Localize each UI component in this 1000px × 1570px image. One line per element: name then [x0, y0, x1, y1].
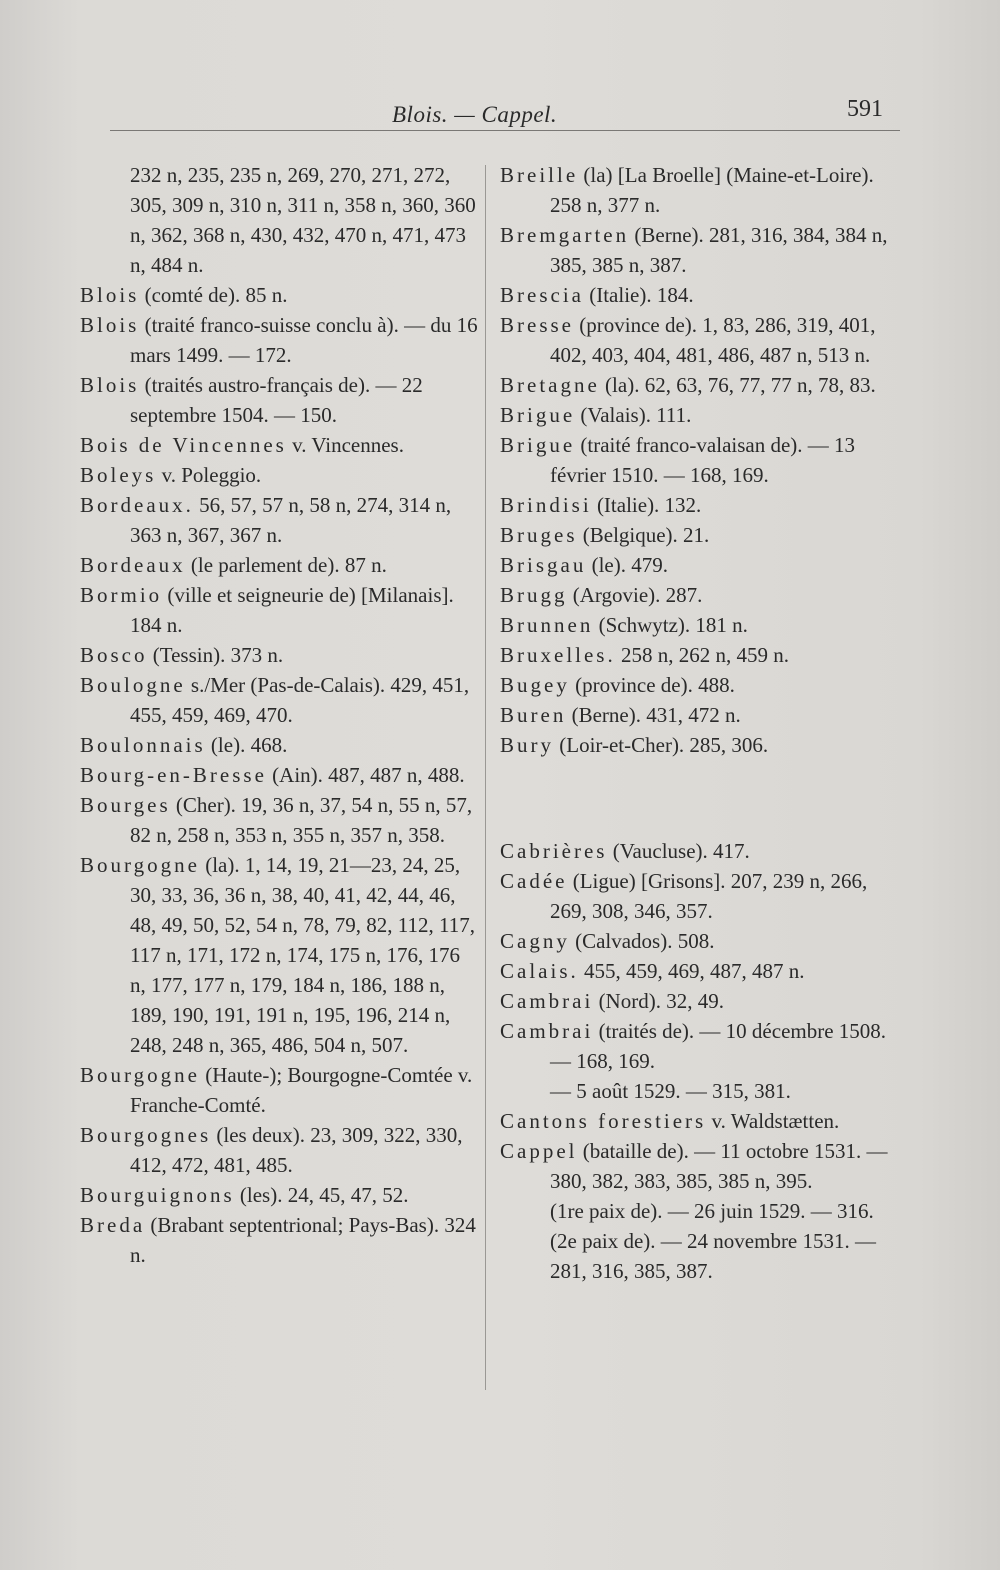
right-column-top — [500, 160, 900, 760]
entry-references: (province de). 1, 83, 286, 319, 401, 402, 403, 404, 481, 486, 487 n, 513 n. — [550, 313, 876, 367]
entry-references: (Cher). 19, 36 n, 37, 54 n, 55 n, 57, 82 n, 258 n, 353 n, 355 n, 357 n, 358. — [130, 793, 473, 847]
entry-references: (bataille de). — 11 octobre 1531. — 380, 382, 383, 385, 385 n, 395. — [550, 1139, 888, 1193]
index-entry — [500, 280, 900, 310]
entry-references: (Vaucluse). 417. — [607, 839, 750, 863]
entry-references: (traité franco-valaisan de). — 13 février 1510. — 168, 169. — [550, 433, 856, 487]
entry-headword: Bosco — [80, 643, 148, 667]
entry-references: (le). 468. — [205, 733, 288, 757]
entry-headword: Bruges — [500, 523, 578, 547]
header-rule — [110, 130, 900, 131]
entry-headword: Brigue — [500, 433, 576, 457]
entry-references: (Tessin). 373 n. — [147, 643, 284, 667]
entry-references: (le). 479. — [586, 553, 668, 577]
entry-headword: Brisgau — [500, 553, 587, 577]
index-entry — [500, 550, 900, 580]
entry-references: (Berne). 431, 472 n. — [566, 703, 741, 727]
index-entry — [500, 430, 900, 490]
entry-references: v. Waldstætten. — [706, 1109, 840, 1133]
page-number: 591 — [847, 96, 883, 122]
entry-references: (traité franco-suisse conclu à). — du 16 mars 1499. — 172. — [130, 313, 478, 367]
index-entry — [80, 670, 480, 730]
index-entry — [500, 370, 900, 400]
index-entry — [80, 640, 480, 670]
entry-headword: Calais. — [500, 959, 579, 983]
index-entry — [500, 220, 900, 280]
entry-headword: Bruxelles. — [500, 643, 616, 667]
entry-references: (province de). 488. — [569, 673, 735, 697]
entry-headword: Bremgarten — [500, 223, 630, 247]
entry-references: (traités de). — 10 décembre 1508. — 168, 169. — [550, 1019, 887, 1073]
entry-headword: Bretagne — [500, 373, 600, 397]
index-entry — [500, 1016, 900, 1076]
entry-headword: Blois — [80, 313, 140, 337]
index-entry — [500, 1196, 900, 1226]
entry-headword: Cabrières — [500, 839, 608, 863]
entry-headword: Bourguignons — [80, 1183, 235, 1207]
entry-headword: Bresse — [500, 313, 574, 337]
index-entry — [500, 836, 900, 866]
entry-headword: Breille — [500, 163, 579, 187]
entry-headword: Bourg-en-Bresse — [80, 763, 267, 787]
left-column — [80, 160, 480, 1270]
entry-references: v. Vincennes. — [286, 433, 404, 457]
column-divider — [485, 165, 486, 1390]
index-entry — [80, 850, 480, 1060]
entry-references: (Valais). 111. — [575, 403, 692, 427]
section-gap — [500, 760, 900, 836]
entry-references: (Italie). 184. — [583, 283, 694, 307]
index-entry — [500, 520, 900, 550]
index-entry — [500, 400, 900, 430]
entry-headword: Boulonnais — [80, 733, 206, 757]
entry-headword: Bordeaux. — [80, 493, 194, 517]
entry-headword: Bugey — [500, 673, 570, 697]
entry-headword: Brunnen — [500, 613, 594, 637]
entry-headword: Cappel — [500, 1139, 578, 1163]
index-entry — [500, 700, 900, 730]
index-entry — [80, 1120, 480, 1180]
entry-headword: Cadée — [500, 869, 568, 893]
entry-references: (2e paix de). — 24 novembre 1531. — 281, 316, 385, 387. — [550, 1229, 877, 1283]
entry-references: (traités austro-français de). — 22 septembre 1504. — 150. — [130, 373, 423, 427]
entry-headword: Blois — [80, 283, 140, 307]
index-entry — [500, 670, 900, 700]
entry-headword: Bourgogne — [80, 1063, 200, 1087]
index-entry — [500, 580, 900, 610]
entry-headword: Bordeaux — [80, 553, 186, 577]
entry-headword: Cantons forestiers — [500, 1109, 707, 1133]
entry-headword: Bury — [500, 733, 554, 757]
entry-references: (les). 24, 45, 47, 52. — [234, 1183, 409, 1207]
entry-references: (Italie). 132. — [591, 493, 702, 517]
entry-references: 258 n, 262 n, 459 n. — [615, 643, 789, 667]
entry-references: (Argovie). 287. — [567, 583, 703, 607]
entry-references: (la). 1, 14, 19, 21—23, 24, 25, 30, 33, 36, 36 n, 38, 40, 41, 42, 44, 46, 48, 49, 50, 52, 54 n, 78, 79, 82, 112, 117, 117 n, 171, 172 n, 174, 175 n, 176, 176 n, 177, 177 n, 179, 184 n, 186, 188 n, 189, 190, 191, 191 n, 195, 196, 214 n, 248, 248 n, 365, 486, 504 n, 507. — [130, 853, 475, 1057]
index-entry — [500, 610, 900, 640]
index-entry — [80, 490, 480, 550]
entry-headword: Bois de Vincennes — [80, 433, 287, 457]
index-entry — [500, 866, 900, 926]
index-entry — [80, 580, 480, 640]
entry-references: (la) [La Broelle] (Maine-et-Loire). 258 n, 377 n. — [550, 163, 874, 217]
index-entry — [80, 160, 480, 280]
entry-headword: Cambrai — [500, 989, 594, 1013]
index-entry — [500, 956, 900, 986]
index-entry — [80, 1060, 480, 1120]
index-entry — [80, 730, 480, 760]
entry-headword: Blois — [80, 373, 140, 397]
entry-references: — 5 août 1529. — 315, 381. — [550, 1079, 791, 1103]
entry-references: (comté de). 85 n. — [139, 283, 288, 307]
entry-references: (Ain). 487, 487 n, 488. — [266, 763, 465, 787]
index-entry — [500, 1106, 900, 1136]
index-entry — [80, 310, 480, 370]
entry-headword: Bourges — [80, 793, 171, 817]
entry-headword: Brugg — [500, 583, 568, 607]
entry-references: 56, 57, 57 n, 58 n, 274, 314 n, 363 n, 367, 367 n. — [130, 493, 452, 547]
entry-headword: Bormio — [80, 583, 163, 607]
running-title: Blois. — Cappel. — [392, 102, 558, 127]
index-entry — [500, 490, 900, 520]
index-entry — [80, 790, 480, 850]
entry-headword: Cambrai — [500, 1019, 594, 1043]
entry-references: (les deux). 23, 309, 322, 330, 412, 472, 481, 485. — [130, 1123, 463, 1177]
index-entry — [500, 1136, 900, 1196]
entry-headword: Cagny — [500, 929, 570, 953]
index-entry — [80, 430, 480, 460]
index-entry — [80, 370, 480, 430]
entry-references: (le parlement de). 87 n. — [185, 553, 387, 577]
entry-references: (1re paix de). — 26 juin 1529. — 316. — [550, 1199, 874, 1223]
entry-references: (Ligue) [Grisons]. 207, 239 n, 266, 269, 308, 346, 357. — [550, 869, 868, 923]
index-entry — [500, 160, 900, 220]
entry-references: (Schwytz). 181 n. — [593, 613, 748, 637]
index-entry — [500, 926, 900, 956]
entry-references: s./Mer (Pas-de-Calais). 429, 451, 455, 459, 469, 470. — [130, 673, 470, 727]
index-entry — [80, 1210, 480, 1270]
index-entry — [500, 640, 900, 670]
index-entry — [80, 550, 480, 580]
index-entry — [80, 1180, 480, 1210]
index-entry — [500, 730, 900, 760]
entry-references: 232 n, 235, 235 n, 269, 270, 271, 272, 305, 309 n, 310 n, 311 n, 358 n, 360, 360 n, 362, 368 n, 430, 432, 470 n, 471, 473 n, 484 n. — [130, 163, 476, 277]
index-entry — [500, 1076, 900, 1106]
entry-headword: Bourgognes — [80, 1123, 212, 1147]
entry-headword: Brigue — [500, 403, 576, 427]
entry-headword: Brindisi — [500, 493, 592, 517]
entry-references: v. Poleggio. — [156, 463, 262, 487]
entry-references: (Loir-et-Cher). 285, 306. — [554, 733, 769, 757]
entry-references: (Berne). 281, 316, 384, 384 n, 385, 385 n, 387. — [550, 223, 888, 277]
right-column-bottom — [500, 836, 900, 1286]
index-entry — [80, 280, 480, 310]
entry-headword: Breda — [80, 1213, 146, 1237]
entry-references: 455, 459, 469, 487, 487 n. — [578, 959, 805, 983]
entry-headword: Boleys — [80, 463, 157, 487]
index-entry — [80, 760, 480, 790]
entry-headword: Boulogne — [80, 673, 186, 697]
index-entry — [500, 310, 900, 370]
entry-references: (Belgique). 21. — [577, 523, 710, 547]
index-entry — [500, 1226, 900, 1286]
index-entry — [500, 986, 900, 1016]
entry-headword: Buren — [500, 703, 567, 727]
entry-headword: Brescia — [500, 283, 584, 307]
entry-references: (Haute-); Bourgogne-Comtée v. Franche-Comté. — [130, 1063, 473, 1117]
entry-references: (ville et seigneurie de) [Milanais]. 184 n. — [130, 583, 454, 637]
right-column — [500, 160, 900, 1286]
entry-references: (la). 62, 63, 76, 77, 77 n, 78, 83. — [599, 373, 876, 397]
entry-references: (Brabant septentrional; Pays-Bas). 324 n. — [130, 1213, 476, 1267]
entry-references: (Calvados). 508. — [569, 929, 715, 953]
entry-headword: Bourgogne — [80, 853, 200, 877]
entry-references: (Nord). 32, 49. — [593, 989, 724, 1013]
index-entry — [80, 460, 480, 490]
